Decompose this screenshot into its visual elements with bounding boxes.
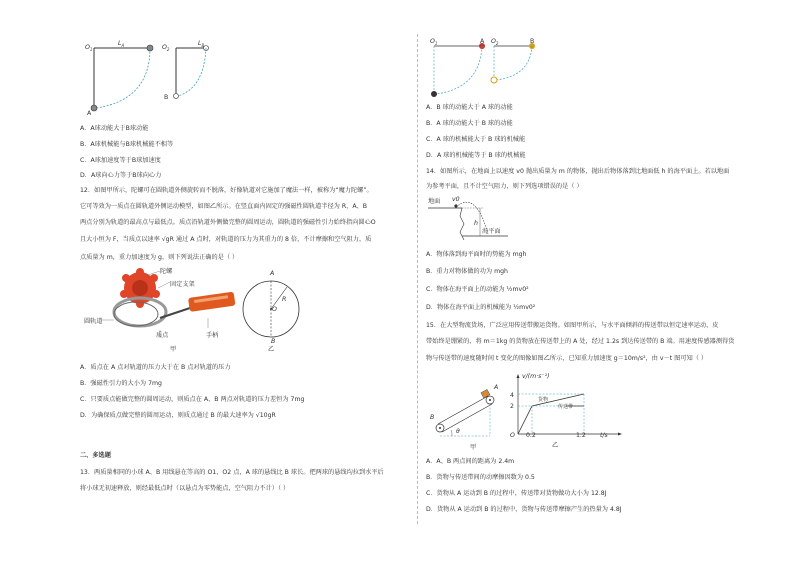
q12-option-a: A．A球动能大于B球动能	[80, 125, 149, 132]
q12b-option-d: D．为确保质点做完整的圆周运动，则质点通过 B 的最大速率为 √10gR	[80, 412, 276, 419]
q15-chart-chuansongdai: 传送带	[558, 404, 574, 410]
label-shoubing: 手柄	[206, 332, 219, 339]
label-circle-b: B	[271, 338, 276, 345]
q13-label-o1: $O_1$	[430, 38, 438, 47]
q13-label-o2: $O_2$	[491, 38, 499, 47]
label-jia: 甲	[170, 346, 177, 353]
label-tuoluo: 陀螺	[160, 268, 173, 275]
column-divider	[417, 34, 419, 524]
q14-stem-line1: 14．如图所示，在地面上以速度 v0 抛出质量为 m 的物体，抛出后物体落到比地面低 h 的海平面上。若以地面	[426, 168, 730, 175]
q15-label-theta: θ	[456, 428, 460, 435]
q13-option-b: B．A 球的动能大于 B 球的动能	[426, 120, 513, 127]
q12b-option-a: A．质点在 A 点对轨道的压力大于在 B 点对轨道的压力	[80, 364, 231, 371]
q12-stem-line1: 12．如图甲所示，陀螺可在圆轨道外侧旋转而不脱落，好像轨道对它施加了魔法一样，被称为“魔力陀螺”。	[80, 187, 373, 194]
label-o1: $O_1$	[85, 44, 93, 53]
q15-option-c: C．货物从 A 运动到 B 的过程中，传送带对货物做功大小为 12.8J	[426, 490, 607, 497]
q14-option-a: A．物体落到海平面时的势能为 mgh	[426, 251, 527, 258]
label-circle-o: O	[272, 306, 277, 313]
q13-option-d: D．A 球的机械能等于 B 球的机械能	[426, 152, 526, 159]
q15-chart-y2: 2	[510, 403, 514, 410]
label-b: B	[164, 94, 169, 101]
q12-stem-line4: 且大小恒为 F，当质点以速率 √gR 通过 A 点时，对轨道的压力为其重力的 8 倍，不计摩擦和空气阻力，质	[80, 236, 372, 243]
label-lb: $L_B$	[198, 40, 205, 49]
q12-circle-figure	[238, 276, 304, 342]
q15-label-yi: 乙	[552, 442, 559, 449]
q13-option-a: A．B 球的动能大于 A 球的动能	[426, 104, 513, 111]
q12-top-toy-figure	[90, 268, 260, 348]
label-circle-r: R	[282, 296, 287, 303]
q14-label-dimian: 地面	[428, 198, 441, 205]
q12-option-d: D．A球向心力等于B球向心力	[80, 172, 162, 179]
section-multiple-choice: 二、多选题	[80, 452, 111, 459]
q12-stem-line5: 点质量为 m，重力加速度为 g，则下列说法正确的是（ ）	[80, 254, 239, 261]
q14-label-h: h	[474, 220, 478, 227]
q15-option-a: A．A、B 两点间的距离为 2.4m	[426, 458, 515, 465]
q15-label-a: A	[494, 384, 499, 391]
q14-option-c: C．物体在海平面上的动能为 ½mv0²	[426, 286, 529, 293]
q15-chart-xaxis: t/s	[600, 432, 608, 439]
label-circle-a: A	[270, 270, 275, 277]
q15-chart-x12: 1.2	[576, 432, 586, 439]
q12-pendulum-figure	[80, 40, 220, 120]
label-la: $L_A$	[118, 40, 125, 49]
q12-option-c: C．A球加速度等于B球加速度	[80, 157, 161, 164]
label-o2: $O_2$	[162, 44, 170, 53]
q15-chart-huowu: 货物	[538, 397, 549, 403]
label-zhidian: 质点	[156, 332, 169, 339]
q14-option-b: B．重力对物体做的功为 mgh	[426, 268, 508, 275]
q13-stem-line1: 13．两质量相同的小球 A、B 用线悬在等高的 O1、O2 点，A 球的悬线比 B 球长。把两球的悬线均拉到水平后	[80, 469, 384, 476]
q15-conveyor-figure	[430, 386, 510, 442]
q14-option-d: D．物体在海平面上的机械能为 ½mv0²	[426, 304, 536, 311]
q15-option-d: D．货物从 A 运动到 B 的过程中，货物与传送带摩擦产生的热量为 4.8J	[426, 506, 622, 513]
label-gudingzhijia: 固定支架	[170, 281, 195, 288]
q13-label-a: A	[480, 38, 485, 45]
q15-chart-x02: 0.2	[526, 432, 536, 439]
label-a: A	[87, 110, 92, 117]
label-yuanguidao: 圆轨道	[84, 318, 103, 325]
q15-stem-line3: 物与传送带的速度随时间 t 变化的图像如图乙所示，已知重力加速度 g＝10m/s²，由 v－t 图可知（ ）	[426, 355, 708, 362]
label-yi: 乙	[268, 346, 275, 353]
q12-stem-line2: 它可等效为一质点在圆轨道外侧运动模型，如图乙所示。在竖直面内固定的强磁性圆轨道半径为 R，A、B	[80, 203, 367, 210]
q15-label-b: B	[430, 414, 435, 421]
q15-chart-yaxis: v/(m·s⁻¹)	[522, 373, 550, 380]
q13-option-c: C．A 球的机械能大于 B 球的机械能	[426, 136, 526, 143]
q14-stem-line2: 为参考平面，且不计空气阻力，则下列选项错误的是（ ）	[426, 183, 583, 190]
q15-option-b: B．货物与传送带间的动摩擦因数为 0.5	[426, 474, 535, 481]
q14-label-haipingmian: 海平面	[482, 228, 501, 235]
q15-chart-y4: 4	[510, 392, 514, 399]
q13-pendulum-figure	[424, 38, 544, 102]
q13-stem-line2: 将小球无初速释放，则经最低点时（以悬点为零势能点，空气阻力不计）（ ）	[80, 485, 290, 492]
q15-label-jia: 甲	[470, 444, 477, 451]
q15-stem-line2: 带始终是绷紧的，将 m＝1kg 的货物放在传送带上的 A 处，经过 1.2s 到达传送带的 B 端。用速度传感器测得货	[426, 338, 735, 345]
q12-stem-line3: 两点分别为轨道的最高点与最低点。质点沿轨道外侧做完整的圆周运动，圆轨道的强磁性引力始终指向圆心O	[80, 219, 376, 226]
q15-stem-line1: 15．在大型物流货场，广泛应用传送带搬运货物。如图甲所示，与水平面倾斜的传送带以恒定速率运动，皮	[426, 322, 719, 329]
q12b-option-c: C．只要质点能做完整的圆周运动，则质点在 A、B 两点对轨道的压力差恒为 7mg	[80, 396, 305, 403]
q12-option-b: B．A球机械能与B球机械能不相等	[80, 141, 174, 148]
q14-label-v0: v0	[452, 196, 460, 203]
q13-label-b: B	[530, 38, 535, 45]
q12b-option-b: B．强磁性引力的大小为 7mg	[80, 380, 162, 387]
q15-chart-origin: O	[510, 432, 515, 439]
